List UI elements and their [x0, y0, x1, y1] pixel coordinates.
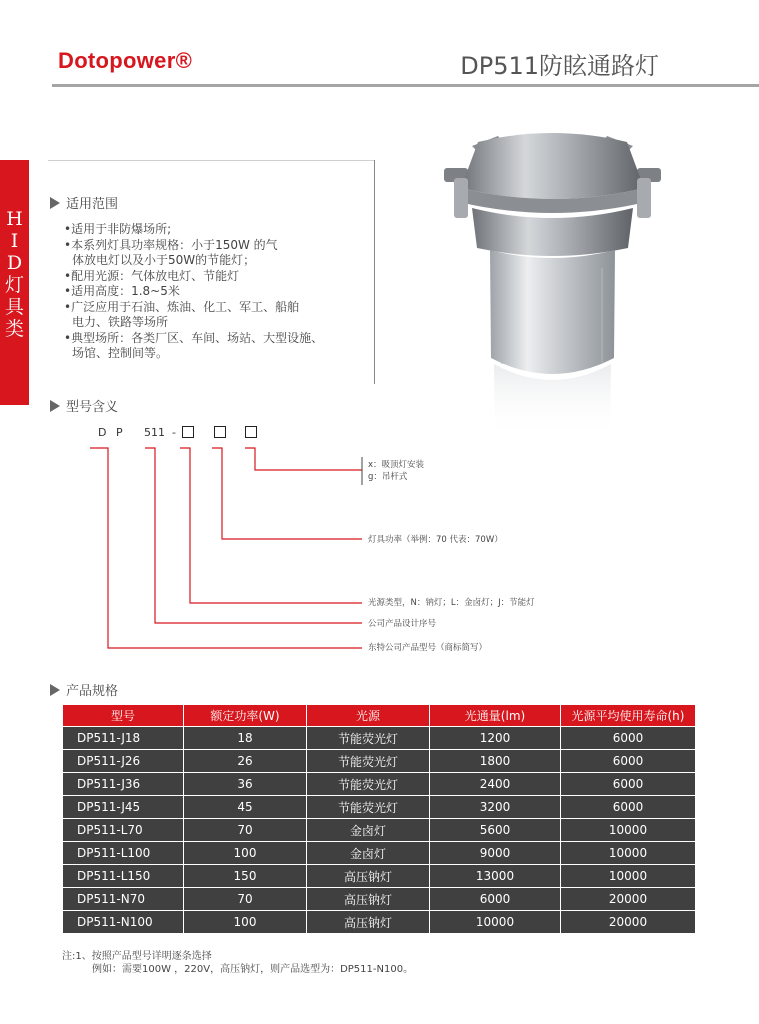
- table-cell: 1200: [430, 727, 561, 750]
- table-cell: 45: [184, 796, 307, 819]
- table-cell: 100: [184, 911, 307, 934]
- table-cell: DP511-J18: [63, 727, 184, 750]
- footnote-line-2: 例如：需要100W ，220V，高压钠灯，则产品选型为：DP511-N100。: [92, 964, 414, 975]
- table-cell: 节能荧光灯: [307, 750, 430, 773]
- table-cell: 高压钠灯: [307, 888, 430, 911]
- list-item: •广泛应用于石油、炼油、化工、军工、船舶: [64, 299, 300, 314]
- table-cell: 节能荧光灯: [307, 727, 430, 750]
- side-tab-char: I: [10, 230, 19, 252]
- table-cell: DP511-L100: [63, 842, 184, 865]
- page-title: DP511防眩通路灯: [460, 52, 659, 80]
- annotation-brand-code: 东特公司产品型号（商标简写）: [368, 643, 488, 653]
- column-header: 额定功率(W): [184, 705, 307, 727]
- table-cell: DP511-L150: [63, 865, 184, 888]
- table-cell: 3200: [430, 796, 561, 819]
- table-row: [63, 819, 696, 842]
- triangle-bullet-icon: [50, 684, 60, 696]
- table-row: [63, 796, 696, 819]
- leader-install: [245, 448, 362, 470]
- table-header-row: [63, 705, 696, 727]
- list-item: •适用于非防爆场所;: [64, 222, 172, 236]
- table-cell: 20000: [561, 888, 696, 911]
- table-cell: 节能荧光灯: [307, 796, 430, 819]
- column-header: 型号: [63, 705, 184, 727]
- table-cell: 36: [184, 773, 307, 796]
- table-cell: 6000: [430, 888, 561, 911]
- column-header: 光通量(lm): [430, 705, 561, 727]
- table-cell: 13000: [430, 865, 561, 888]
- code-dash: -: [172, 426, 176, 439]
- table-cell: 金卤灯: [307, 819, 430, 842]
- table-cell: 2400: [430, 773, 561, 796]
- annotation-install-g: g：吊杆式: [368, 472, 408, 482]
- annotation-power: 灯具功率（举例：70 代表：70W）: [368, 535, 503, 545]
- table-cell: 10000: [561, 819, 696, 842]
- spec-table: [62, 704, 696, 934]
- table-cell: DP511-N100: [63, 911, 184, 934]
- leader-brand: [90, 448, 362, 648]
- table-cell: 150: [184, 865, 307, 888]
- leader-source: [180, 448, 362, 603]
- table-row: [63, 727, 696, 750]
- specs-heading-text: 产品规格: [66, 684, 119, 699]
- side-tab-char: D: [6, 252, 23, 274]
- model-heading-text: 型号含义: [66, 400, 119, 415]
- table-cell: 10000: [430, 911, 561, 934]
- table-cell: 6000: [561, 773, 696, 796]
- table-cell: 1800: [430, 750, 561, 773]
- footnote-line-1: 注:1、按照产品型号详明逐条选择: [62, 951, 212, 962]
- code-letter-p: P: [116, 426, 123, 439]
- list-item: •本系列灯具功率规格：小于150W 的气: [64, 237, 278, 252]
- list-item: 场馆、控制间等。: [72, 346, 169, 360]
- code-letter-d: D: [98, 426, 107, 439]
- table-row: [63, 750, 696, 773]
- side-tab-char: H: [6, 208, 23, 230]
- annotation-install-x: x：吸顶灯安装: [368, 460, 425, 470]
- table-cell: 6000: [561, 796, 696, 819]
- table-cell: 金卤灯: [307, 842, 430, 865]
- table-cell: 6000: [561, 727, 696, 750]
- table-cell: 20000: [561, 911, 696, 934]
- table-row: [63, 842, 696, 865]
- list-item: 体放电灯以及小于50W的节能灯；: [72, 253, 256, 267]
- leader-series: [145, 448, 362, 623]
- table-row: [63, 865, 696, 888]
- side-tab-char: 灯: [4, 274, 24, 296]
- table-row: [63, 911, 696, 934]
- column-header: 光源平均使用寿命(h): [561, 705, 696, 727]
- list-item: •适用高度：1.8~5米: [64, 284, 180, 298]
- list-item: •典型场所：各类厂区、车间、场站、大型设施、: [64, 330, 324, 345]
- annotation-source-type: 光源类型，N：钠灯；L：金卤灯；J：节能灯: [368, 598, 535, 608]
- table-cell: 100: [184, 842, 307, 865]
- table-cell: 70: [184, 888, 307, 911]
- table-cell: 10000: [561, 865, 696, 888]
- table-cell: DP511-J26: [63, 750, 184, 773]
- side-tab-char: 类: [4, 318, 24, 340]
- table-cell: 18: [184, 727, 307, 750]
- column-header: 光源: [307, 705, 430, 727]
- scope-heading-text: 适用范围: [66, 197, 119, 212]
- table-cell: 10000: [561, 842, 696, 865]
- table-cell: 70: [184, 819, 307, 842]
- table-cell: DP511-L70: [63, 819, 184, 842]
- list-item: •配用光源：气体放电灯、节能灯: [64, 268, 240, 283]
- table-cell: 9000: [430, 842, 561, 865]
- table-cell: 高压钠灯: [307, 911, 430, 934]
- table-cell: 节能荧光灯: [307, 773, 430, 796]
- table-row: [63, 773, 696, 796]
- table-cell: 高压钠灯: [307, 865, 430, 888]
- side-tab-char: 具: [4, 296, 24, 318]
- code-series-number: 511: [144, 426, 165, 439]
- specs-heading: [50, 680, 118, 699]
- annotation-series: 公司产品设计序号: [368, 619, 437, 629]
- brand-logo: Dotopower®: [58, 48, 193, 73]
- table-cell: 5600: [430, 819, 561, 842]
- table-cell: DP511-N70: [63, 888, 184, 911]
- table-cell: DP511-J36: [63, 773, 184, 796]
- table-cell: DP511-J45: [63, 796, 184, 819]
- list-item: 电力、铁路等场所: [72, 315, 169, 329]
- table-cell: 26: [184, 750, 307, 773]
- table-row: [63, 888, 696, 911]
- table-cell: 6000: [561, 750, 696, 773]
- leader-power: [212, 448, 362, 539]
